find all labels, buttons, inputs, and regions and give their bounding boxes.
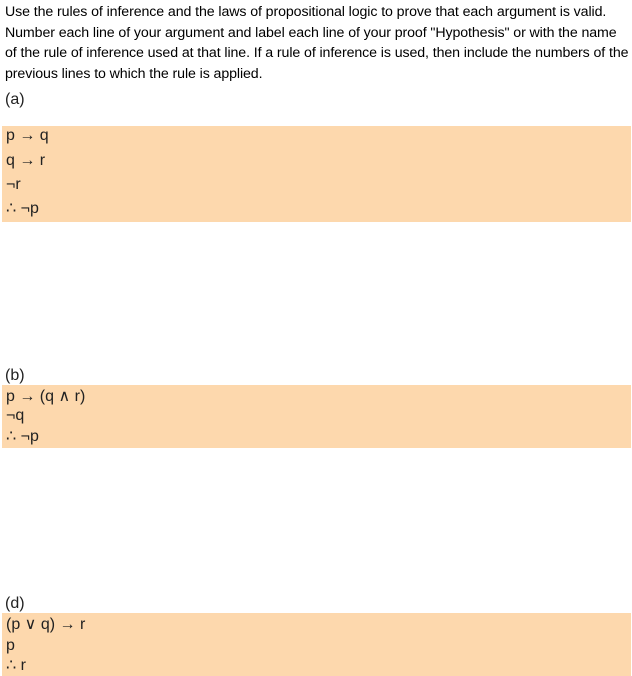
part-d-label: (d) [5,595,25,612]
part-d-argument-block [2,613,631,676]
part-a-premise-2: q → r [6,152,46,169]
part-a-premise-1: p → q [6,127,49,144]
part-b-label: (b) [5,367,25,384]
instructions-text: Use the rules of inference and the laws of propositional logic to prove that each argument is valid. Number each line of your argument and label each line of your proof "Hypothesis" or with the name of the rule of inference used at that line. If a rule of inference is used, then include the numbers of the previous lines to which the rule is applied. [5,4,629,82]
part-b-conclusion: ∴ ¬p [6,428,39,445]
part-d-premise-2: p [6,637,15,654]
part-b-premise-2: ¬q [6,407,25,424]
part-b-premise-1: p → (q ∧ r) [6,388,86,405]
part-a-conclusion: ∴ ¬p [6,200,39,217]
part-a-premise-3: ¬r [6,176,21,193]
part-a-argument-block [2,126,631,222]
part-b-argument-block [2,385,631,448]
part-d-premise-1: (p ∨ q) → r [6,616,86,633]
part-a-label: (a) [5,91,25,108]
part-d-conclusion: ∴ r [6,657,26,674]
